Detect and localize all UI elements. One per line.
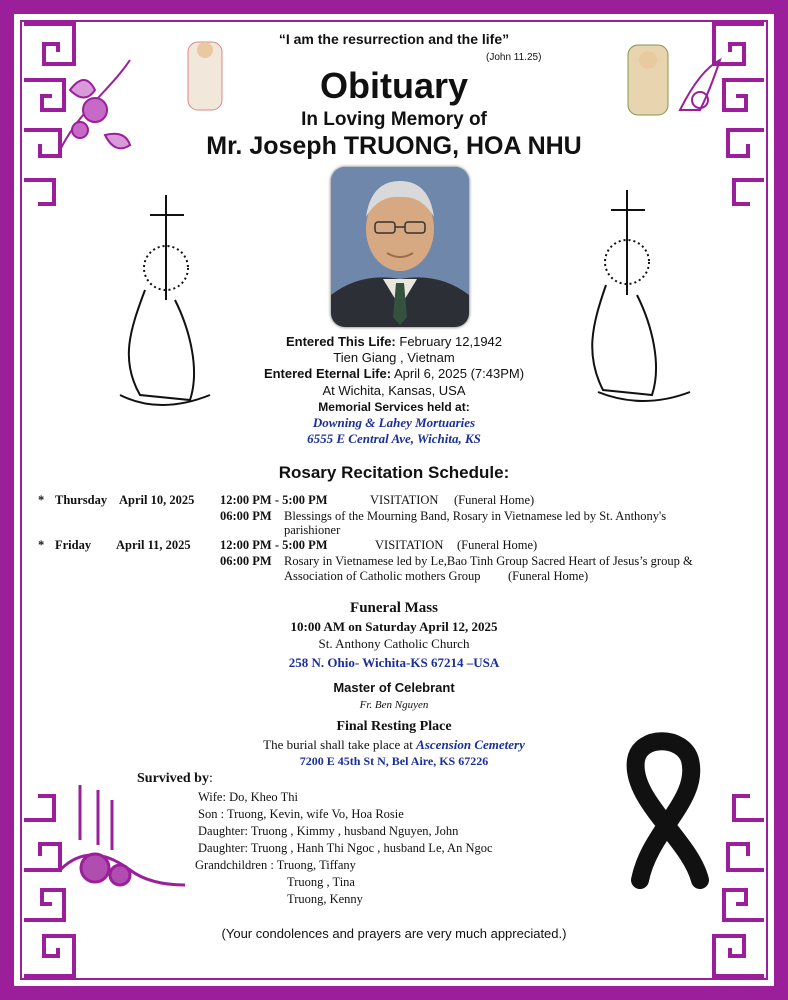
deceased-name: Mr. Joseph TRUONG, HOA NHU [206,132,582,160]
candles-ornament-icon [60,785,185,885]
birth-line [0,334,788,349]
death-label: Entered Eternal Life: [263,366,392,381]
subtitle: In Loving Memory of [301,109,487,130]
survivor-line: Daughter: Truong , Kimmy , husband Nguyen, John [198,824,459,838]
birth-label: Entered This Life: [285,334,396,349]
memorial-address: 6555 E Central Ave, Wichita, KS [307,431,481,446]
greek-key-corner-icon [714,796,764,976]
survived-heading: Survived by [137,771,209,786]
page-title: Obituary [319,65,469,106]
survivor-line: Grandchildren : Truong, Tiffany [195,858,356,872]
cemetery-address: 7200 E 45th St N, Bel Aire, KS 67226 [299,754,489,768]
celebrant-heading: Master of Celebrant [333,680,455,695]
schedule-day: Thursday [55,493,108,507]
bullet: * [38,493,45,507]
schedule-date: April 11, 2025 [116,538,191,552]
survivor-line: Daughter: Truong , Hanh Thi Ngoc , husband Le, An Ngoc [198,841,493,855]
birthplace: Tien Giang , Vietnam [333,350,455,365]
memorial-label: Memorial Services held at: [318,400,470,414]
memorial-venue: Downing & Lahey Mortuaries [312,415,476,430]
scripture-reference: (John 11.25) [486,52,542,63]
burial-line [0,737,788,753]
footer-note: (Your condolences and prayers are very much appreciated.) [221,926,567,941]
burial-text: The burial shall take place at [263,737,413,752]
schedule-time: 06:00 PM [220,509,272,523]
schedule-date: April 10, 2025 [119,493,195,507]
survived-colon: : [208,771,213,786]
schedule-time: 12:00 PM - 5:00 PM [220,493,328,507]
schedule-time: 06:00 PM [220,554,272,568]
schedule-day: Friday [55,538,92,552]
cemetery-name: Ascension Cemetery [416,737,525,752]
funeral-time: 10:00 AM on Saturday April 12, 2025 [290,619,498,634]
survivor-line: Son : Truong, Kevin, wife Vo, Hoa Rosie [198,807,404,821]
funeral-church: St. Anthony Catholic Church [318,636,470,651]
rosary-heading: Rosary Recitation Schedule: [278,463,510,482]
birth-date: February 12,1942 [399,334,503,349]
schedule-event: VISITATION [370,493,439,507]
schedule-event-note: (Funeral Home) [454,493,535,507]
death-line [0,366,788,381]
schedule-event-cont: Association of Catholic mothers Group [284,569,481,583]
survivor-line: Wife: Do, Kheo Thi [198,790,298,804]
schedule-event: Rosary in Vietnamese led by Le,Bao Tinh Group Sacred Heart of Jesus’s group & [284,554,693,568]
greek-key-corner-icon [24,796,74,976]
death-date: April 6, 2025 (7:43PM) [393,366,525,381]
schedule-event-note: (Funeral Home) [508,569,589,583]
resting-heading: Final Resting Place [336,719,452,734]
funeral-heading: Funeral Mass [350,600,438,616]
schedule-time: 12:00 PM - 5:00 PM [220,538,328,552]
portrait-photo [331,167,469,327]
bullet: * [38,538,45,552]
schedule-event: VISITATION [375,538,444,552]
survived-heading-line [137,771,213,787]
schedule-event-note: (Funeral Home) [457,538,538,552]
schedule-event: Blessings of the Mourning Band, Rosary in Vietnamese led by St. Anthony's [284,509,667,523]
celebrant-name: Fr. Ben Nguyen [359,699,429,711]
scripture-quote: “I am the resurrection and the life” [278,31,510,47]
survivor-line: Truong, Kenny [287,892,363,906]
schedule-event-cont: parishioner [284,523,341,537]
survivor-line: Truong , Tina [287,875,355,889]
death-place: At Wichita, Kansas, USA [322,383,466,398]
funeral-address: 258 N. Ohio- Wichita-KS 67214 –USA [288,655,500,670]
